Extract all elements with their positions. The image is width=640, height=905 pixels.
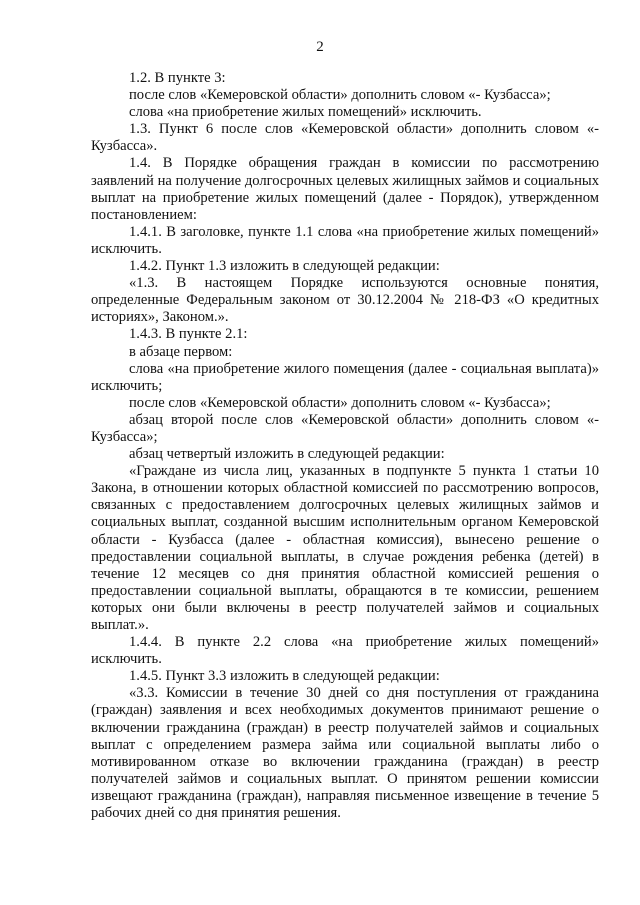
paragraph: в абзаце первом:	[129, 343, 233, 360]
paragraph: 1.4.2. Пункт 1.3 изложить в следующей редакции:	[129, 258, 440, 275]
paragraph: абзац четвертый изложить в следующей редакции:	[129, 446, 445, 463]
paragraph: после слов «Кемеровской области» дополнить словом «- Кузбасса»;	[129, 394, 551, 411]
paragraph: 1.4. В Порядке обращения граждан в комиссии по рассмотрению заявлений на получение долгосрочных целевых жилищных займов и социальных выплат на приобретение жилых помещений (далее - Порядок), утвержденном постановлением:	[91, 155, 599, 223]
page-number: 2	[316, 39, 324, 55]
paragraph: 1.4.5. Пункт 3.3 изложить в следующей редакции:	[129, 668, 440, 685]
paragraph: 1.3. Пункт 6 после слов «Кемеровской области» дополнить словом «- Кузбасса».	[91, 121, 599, 155]
paragraph: «1.3. В настоящем Порядке используются основные понятия, определенные Федеральным законом от 30.12.2004 № 218-ФЗ «О кредитных историях», Законом.».	[91, 275, 599, 326]
paragraph: 1.4.3. В пункте 2.1:	[129, 326, 248, 343]
document-body	[91, 70, 599, 822]
paragraph: 1.2. В пункте 3:	[129, 70, 226, 86]
paragraph: «3.3. Комиссии в течение 30 дней со дня поступления от гражданина (граждан) заявления и всех необходимых документов принимают решение о включении гражданина (граждан) в реестр получателей займов и социальных выплат с определением размера займа или социальной выплаты либо о мотивированном отказе во включении гражданина (граждан) в реестр получателей займов и социальных выплат. О принятом решении комиссии извещают гражданина (граждан), направляя письменное извещение в течение 5 рабочих дней со дня принятия решения.	[91, 685, 599, 822]
paragraph: после слов «Кемеровской области» дополнить словом «- Кузбасса»;	[129, 87, 551, 104]
paragraph: «Граждане из числа лиц, указанных в подпункте 5 пункта 1 статьи 10 Закона, в отношении которых областной комиссией по рассмотрению вопросов, связанных с предоставлением долгосрочных целевых жилищных займов и социальных выплат, созданной высшим исполнительным органом Кемеровской области - Кузбасса (далее - областная комиссия), вынесено решение о предоставлении социальной выплаты, в случае рождения ребенка (детей) в течение 12 месяцев со дня принятия областной комиссией решения о предоставлении социальной выплаты, обращаются в те комиссии, решением которых они были включены в реестр получателей займов и социальных выплат.».	[91, 463, 599, 633]
paragraph: слова «на приобретение жилых помещений» исключить.	[129, 104, 482, 121]
paragraph: 1.4.4. В пункте 2.2 слова «на приобретение жилых помещений» исключить.	[91, 634, 599, 668]
paragraph: 1.4.1. В заголовке, пункте 1.1 слова «на приобретение жилых помещений» исключить.	[91, 223, 599, 257]
paragraph: абзац второй после слов «Кемеровской области» дополнить словом «- Кузбасса»;	[91, 411, 599, 445]
paragraph: слова «на приобретение жилого помещения (далее - социальная выплата)» исключить;	[91, 360, 599, 394]
